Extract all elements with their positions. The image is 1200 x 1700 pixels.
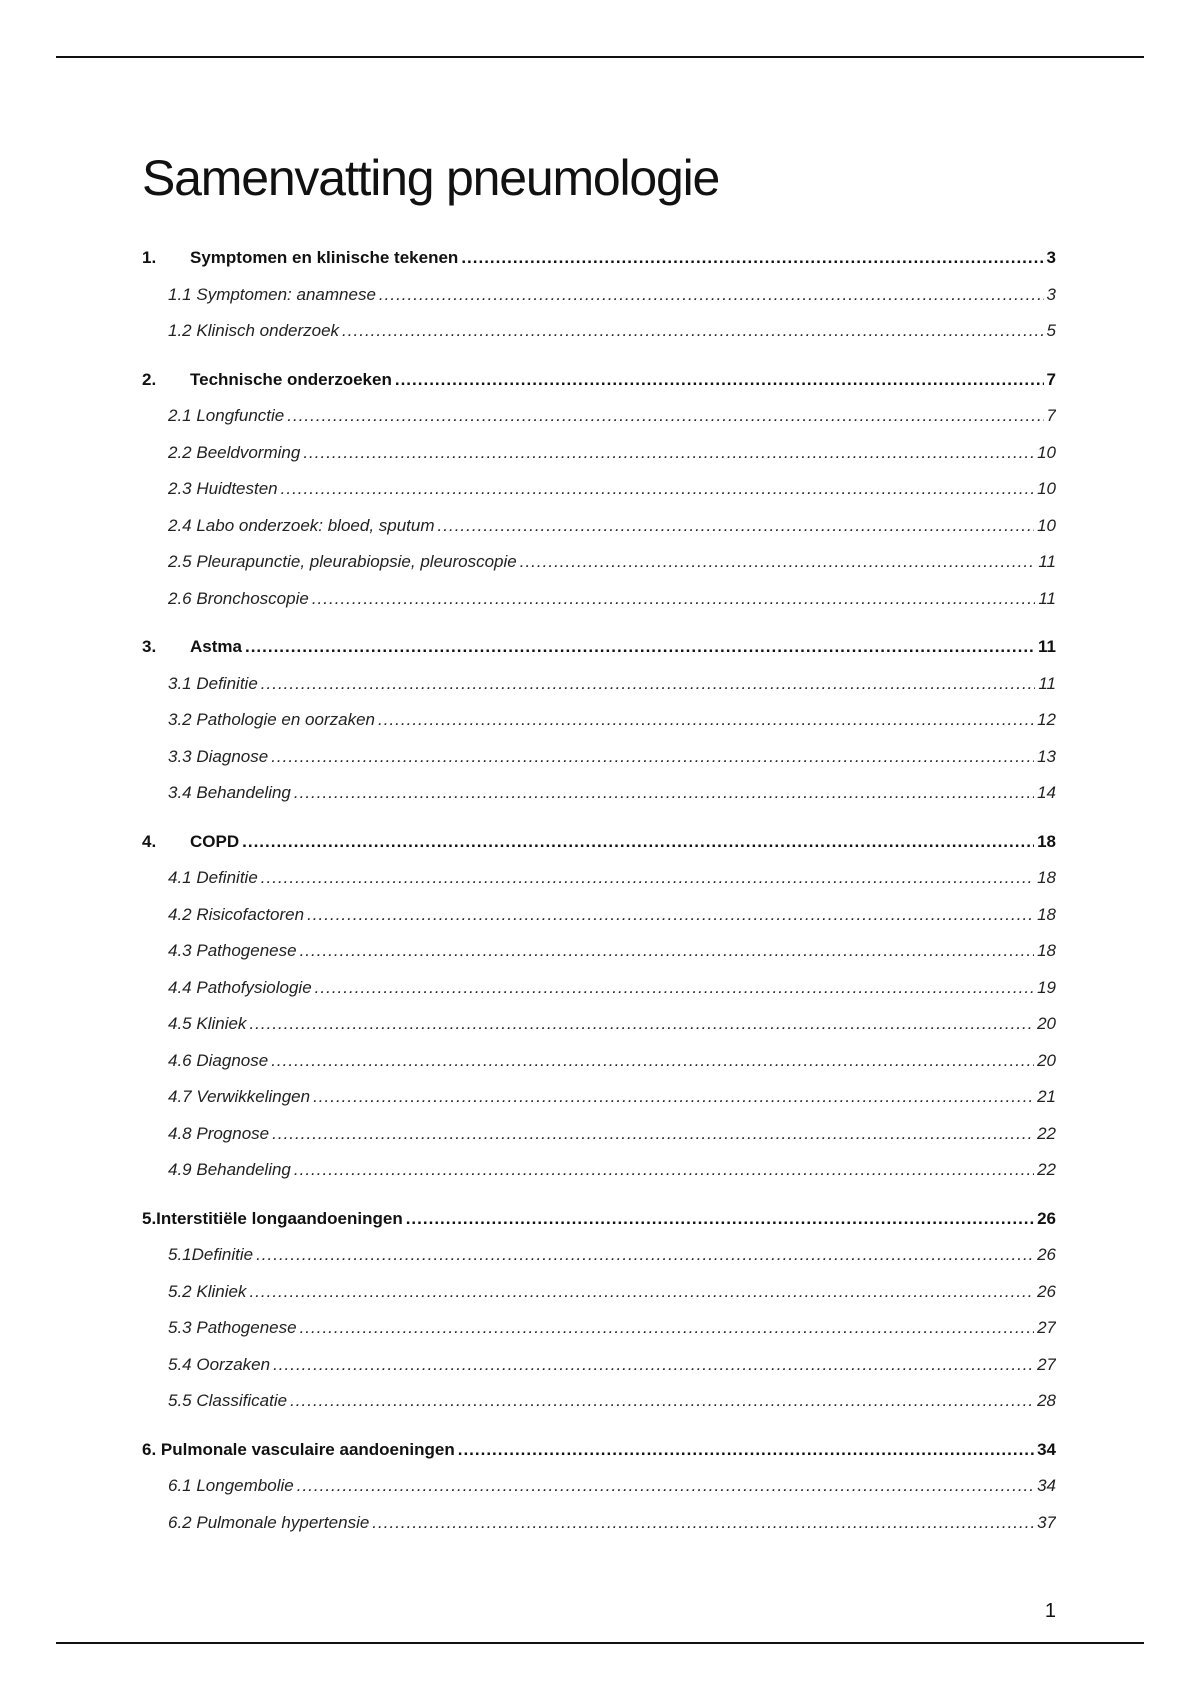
toc-subsection-entry[interactable] (142, 1505, 1056, 1542)
toc-section-entry[interactable] (142, 240, 1056, 277)
toc-page-number: 26 (1037, 1208, 1056, 1228)
toc-subsection-entry[interactable] (142, 435, 1056, 472)
toc-dot-leader (261, 674, 1036, 694)
toc-subsection-entry[interactable] (142, 1383, 1056, 1420)
toc-dot-leader (271, 1051, 1034, 1071)
toc-page-number: 7 (1046, 369, 1056, 389)
toc-page-number: 27 (1037, 1318, 1056, 1338)
top-rule (56, 56, 1144, 58)
toc-dot-leader (520, 552, 1036, 572)
toc-page-number: 34 (1037, 1476, 1056, 1496)
toc-dot-leader (294, 783, 1034, 803)
toc-section-number: 1. (142, 248, 157, 268)
toc-entry-label: Astma (190, 637, 242, 657)
toc-page-number: 18 (1037, 941, 1056, 961)
page-number: 1 (1044, 1600, 1056, 1622)
toc-page-number: 18 (1037, 831, 1056, 851)
toc-section-number: 2. (142, 369, 157, 389)
toc-dot-leader (438, 516, 1035, 536)
toc-page-number: 19 (1037, 977, 1056, 997)
toc-dot-leader (313, 1087, 1034, 1107)
toc-subsection-entry[interactable] (142, 1347, 1056, 1384)
toc-page-number: 27 (1037, 1354, 1056, 1374)
toc-entry-label: 5.4 Oorzaken (168, 1354, 271, 1374)
toc-entry-label: 6.1 Longembolie (168, 1476, 294, 1496)
toc-page-number: 5 (1046, 321, 1056, 341)
toc-entry-label: 5.Interstitiële longaandoeningen (142, 1208, 403, 1228)
toc-entry-label: 5.3 Pathogenese (168, 1318, 297, 1338)
toc-subsection-entry[interactable] (142, 775, 1056, 812)
toc-subsection-entry[interactable] (142, 508, 1056, 545)
toc-page-number: 18 (1037, 904, 1056, 924)
toc-entry-label: 2.6 Bronchoscopie (168, 588, 309, 608)
toc-section-number: 4. (142, 831, 157, 851)
toc-dot-leader (272, 1124, 1034, 1144)
toc-subsection-entry[interactable] (142, 702, 1056, 739)
toc-page-number: 3 (1046, 248, 1056, 268)
toc-page-number: 22 (1037, 1160, 1056, 1180)
toc-subsection-entry[interactable] (142, 1116, 1056, 1153)
toc-page-number: 10 (1037, 479, 1056, 499)
toc-entry-label: 5.1Definitie (168, 1245, 254, 1265)
toc-subsection-entry[interactable] (142, 1468, 1056, 1505)
toc-dot-leader (312, 589, 1036, 609)
toc-entry-label: 4.9 Behandeling (168, 1160, 291, 1180)
bottom-rule (56, 1642, 1144, 1644)
toc-entry-label: 2.3 Huidtesten (168, 479, 278, 499)
toc-dot-leader (300, 1318, 1035, 1338)
toc-entry-label: Symptomen en klinische tekenen (190, 248, 459, 268)
toc-subsection-entry[interactable] (142, 544, 1056, 581)
toc-page-number: 13 (1037, 746, 1056, 766)
toc-page-number: 22 (1037, 1123, 1056, 1143)
toc-entry-label: 3.4 Behandeling (168, 783, 291, 803)
toc-page-number: 11 (1038, 673, 1056, 693)
toc-page-number: 18 (1037, 868, 1056, 888)
toc-dot-leader (245, 637, 1035, 657)
toc-page-number: 3 (1046, 284, 1056, 304)
toc-subsection-entry[interactable] (142, 666, 1056, 703)
toc-entry-label: COPD (190, 831, 240, 851)
toc-dot-leader (307, 905, 1034, 925)
toc-dot-leader (290, 1391, 1034, 1411)
toc-entry-label: 6.2 Pulmonale hypertensie (168, 1512, 370, 1532)
toc-dot-leader (379, 285, 1044, 305)
toc-dot-leader (249, 1282, 1034, 1302)
toc-subsection-entry[interactable] (142, 277, 1056, 314)
toc-page-number: 12 (1037, 710, 1056, 730)
toc-entry-label: 4.1 Definitie (168, 868, 258, 888)
toc-dot-leader (303, 443, 1034, 463)
toc-entry-label: 2.2 Beeldvorming (168, 442, 301, 462)
toc-dot-leader (300, 941, 1035, 961)
toc-page-number: 26 (1037, 1281, 1056, 1301)
toc-page-number: 21 (1037, 1087, 1056, 1107)
toc-dot-leader (249, 1014, 1034, 1034)
toc-subsection-entry[interactable] (142, 1310, 1056, 1347)
toc-section-entry[interactable] (142, 824, 1056, 861)
toc-section-entry[interactable] (142, 1432, 1056, 1469)
document-title: Samenvatting pneumologie (142, 150, 720, 206)
toc-subsection-entry[interactable] (142, 1237, 1056, 1274)
toc-dot-leader (271, 747, 1034, 767)
toc-entry-label: 4.3 Pathogenese (168, 941, 297, 961)
toc-entry-label: 4.8 Prognose (168, 1123, 270, 1143)
toc-page-number: 11 (1038, 552, 1056, 572)
toc-subsection-entry[interactable] (142, 860, 1056, 897)
toc-subsection-entry[interactable] (142, 1006, 1056, 1043)
toc-section-entry[interactable] (142, 1201, 1056, 1238)
toc-subsection-entry[interactable] (142, 313, 1056, 350)
toc-section-entry[interactable] (142, 362, 1056, 399)
toc-entry-label: 2.1 Longfunctie (168, 406, 285, 426)
toc-page-number: 28 (1037, 1391, 1056, 1411)
toc-section-number: 3. (142, 637, 157, 657)
toc-subsection-entry[interactable] (142, 970, 1056, 1007)
toc-page-number: 7 (1046, 406, 1056, 426)
toc-subsection-entry[interactable] (142, 739, 1056, 776)
toc-entry-label: 3.3 Diagnose (168, 746, 269, 766)
toc-page-number: 11 (1038, 588, 1056, 608)
toc-subsection-entry[interactable] (142, 1043, 1056, 1080)
toc-page-number: 11 (1038, 637, 1056, 657)
toc-entry-label: 4.5 Kliniek (168, 1014, 247, 1034)
toc-dot-leader (461, 248, 1043, 268)
toc-entry-label: 2.5 Pleurapunctie, pleurabiopsie, pleuroscopie (168, 552, 517, 572)
toc-dot-leader (458, 1440, 1034, 1460)
toc-entry-label: 3.2 Pathologie en oorzaken (168, 710, 375, 730)
toc-entry-label: 5.2 Kliniek (168, 1281, 247, 1301)
toc-entry-label: 4.2 Risicofactoren (168, 904, 305, 924)
toc-dot-leader (297, 1476, 1034, 1496)
toc-dot-leader (406, 1209, 1034, 1229)
toc-subsection-entry[interactable] (142, 398, 1056, 435)
toc-entry-label: 4.4 Pathofysiologie (168, 977, 312, 997)
toc-dot-leader (281, 479, 1034, 499)
toc-page-number: 34 (1037, 1439, 1056, 1459)
toc-page-number: 37 (1037, 1512, 1056, 1532)
toc-dot-leader (378, 710, 1034, 730)
toc-dot-leader (261, 868, 1034, 888)
toc-subsection-entry[interactable] (142, 1152, 1056, 1189)
toc-entry-label: 1.1 Symptomen: anamnese (168, 284, 376, 304)
toc-page-number: 26 (1037, 1245, 1056, 1265)
toc-page-number: 14 (1037, 783, 1056, 803)
toc-entry-label: Technische onderzoeken (190, 369, 392, 389)
toc-page-number: 20 (1037, 1014, 1056, 1034)
toc-dot-leader (372, 1513, 1034, 1533)
toc-subsection-entry[interactable] (142, 471, 1056, 508)
toc-dot-leader (395, 370, 1044, 390)
toc-dot-leader (287, 406, 1043, 426)
toc-subsection-entry[interactable] (142, 1274, 1056, 1311)
toc-page-number: 10 (1037, 515, 1056, 535)
toc-dot-leader (315, 978, 1034, 998)
toc-subsection-entry[interactable] (142, 933, 1056, 970)
toc-subsection-entry[interactable] (142, 581, 1056, 618)
toc-entry-label: 3.1 Definitie (168, 673, 258, 693)
toc-section-entry[interactable] (142, 629, 1056, 666)
table-of-contents (142, 240, 1056, 1541)
toc-entry-label: 1.2 Klinisch onderzoek (168, 321, 340, 341)
toc-entry-label: 4.7 Verwikkelingen (168, 1087, 311, 1107)
toc-entry-label: 4.6 Diagnose (168, 1050, 269, 1070)
toc-entry-label: 5.5 Classificatie (168, 1391, 288, 1411)
toc-entry-label: 6. Pulmonale vasculaire aandoeningen (142, 1439, 455, 1459)
toc-dot-leader (242, 832, 1034, 852)
toc-dot-leader (273, 1355, 1034, 1375)
toc-dot-leader (256, 1245, 1034, 1265)
toc-page-number: 10 (1037, 442, 1056, 462)
toc-entry-label: 2.4 Labo onderzoek: bloed, sputum (168, 515, 435, 535)
toc-page-number: 20 (1037, 1050, 1056, 1070)
toc-subsection-entry[interactable] (142, 897, 1056, 934)
toc-subsection-entry[interactable] (142, 1079, 1056, 1116)
toc-dot-leader (294, 1160, 1034, 1180)
toc-dot-leader (342, 321, 1043, 341)
